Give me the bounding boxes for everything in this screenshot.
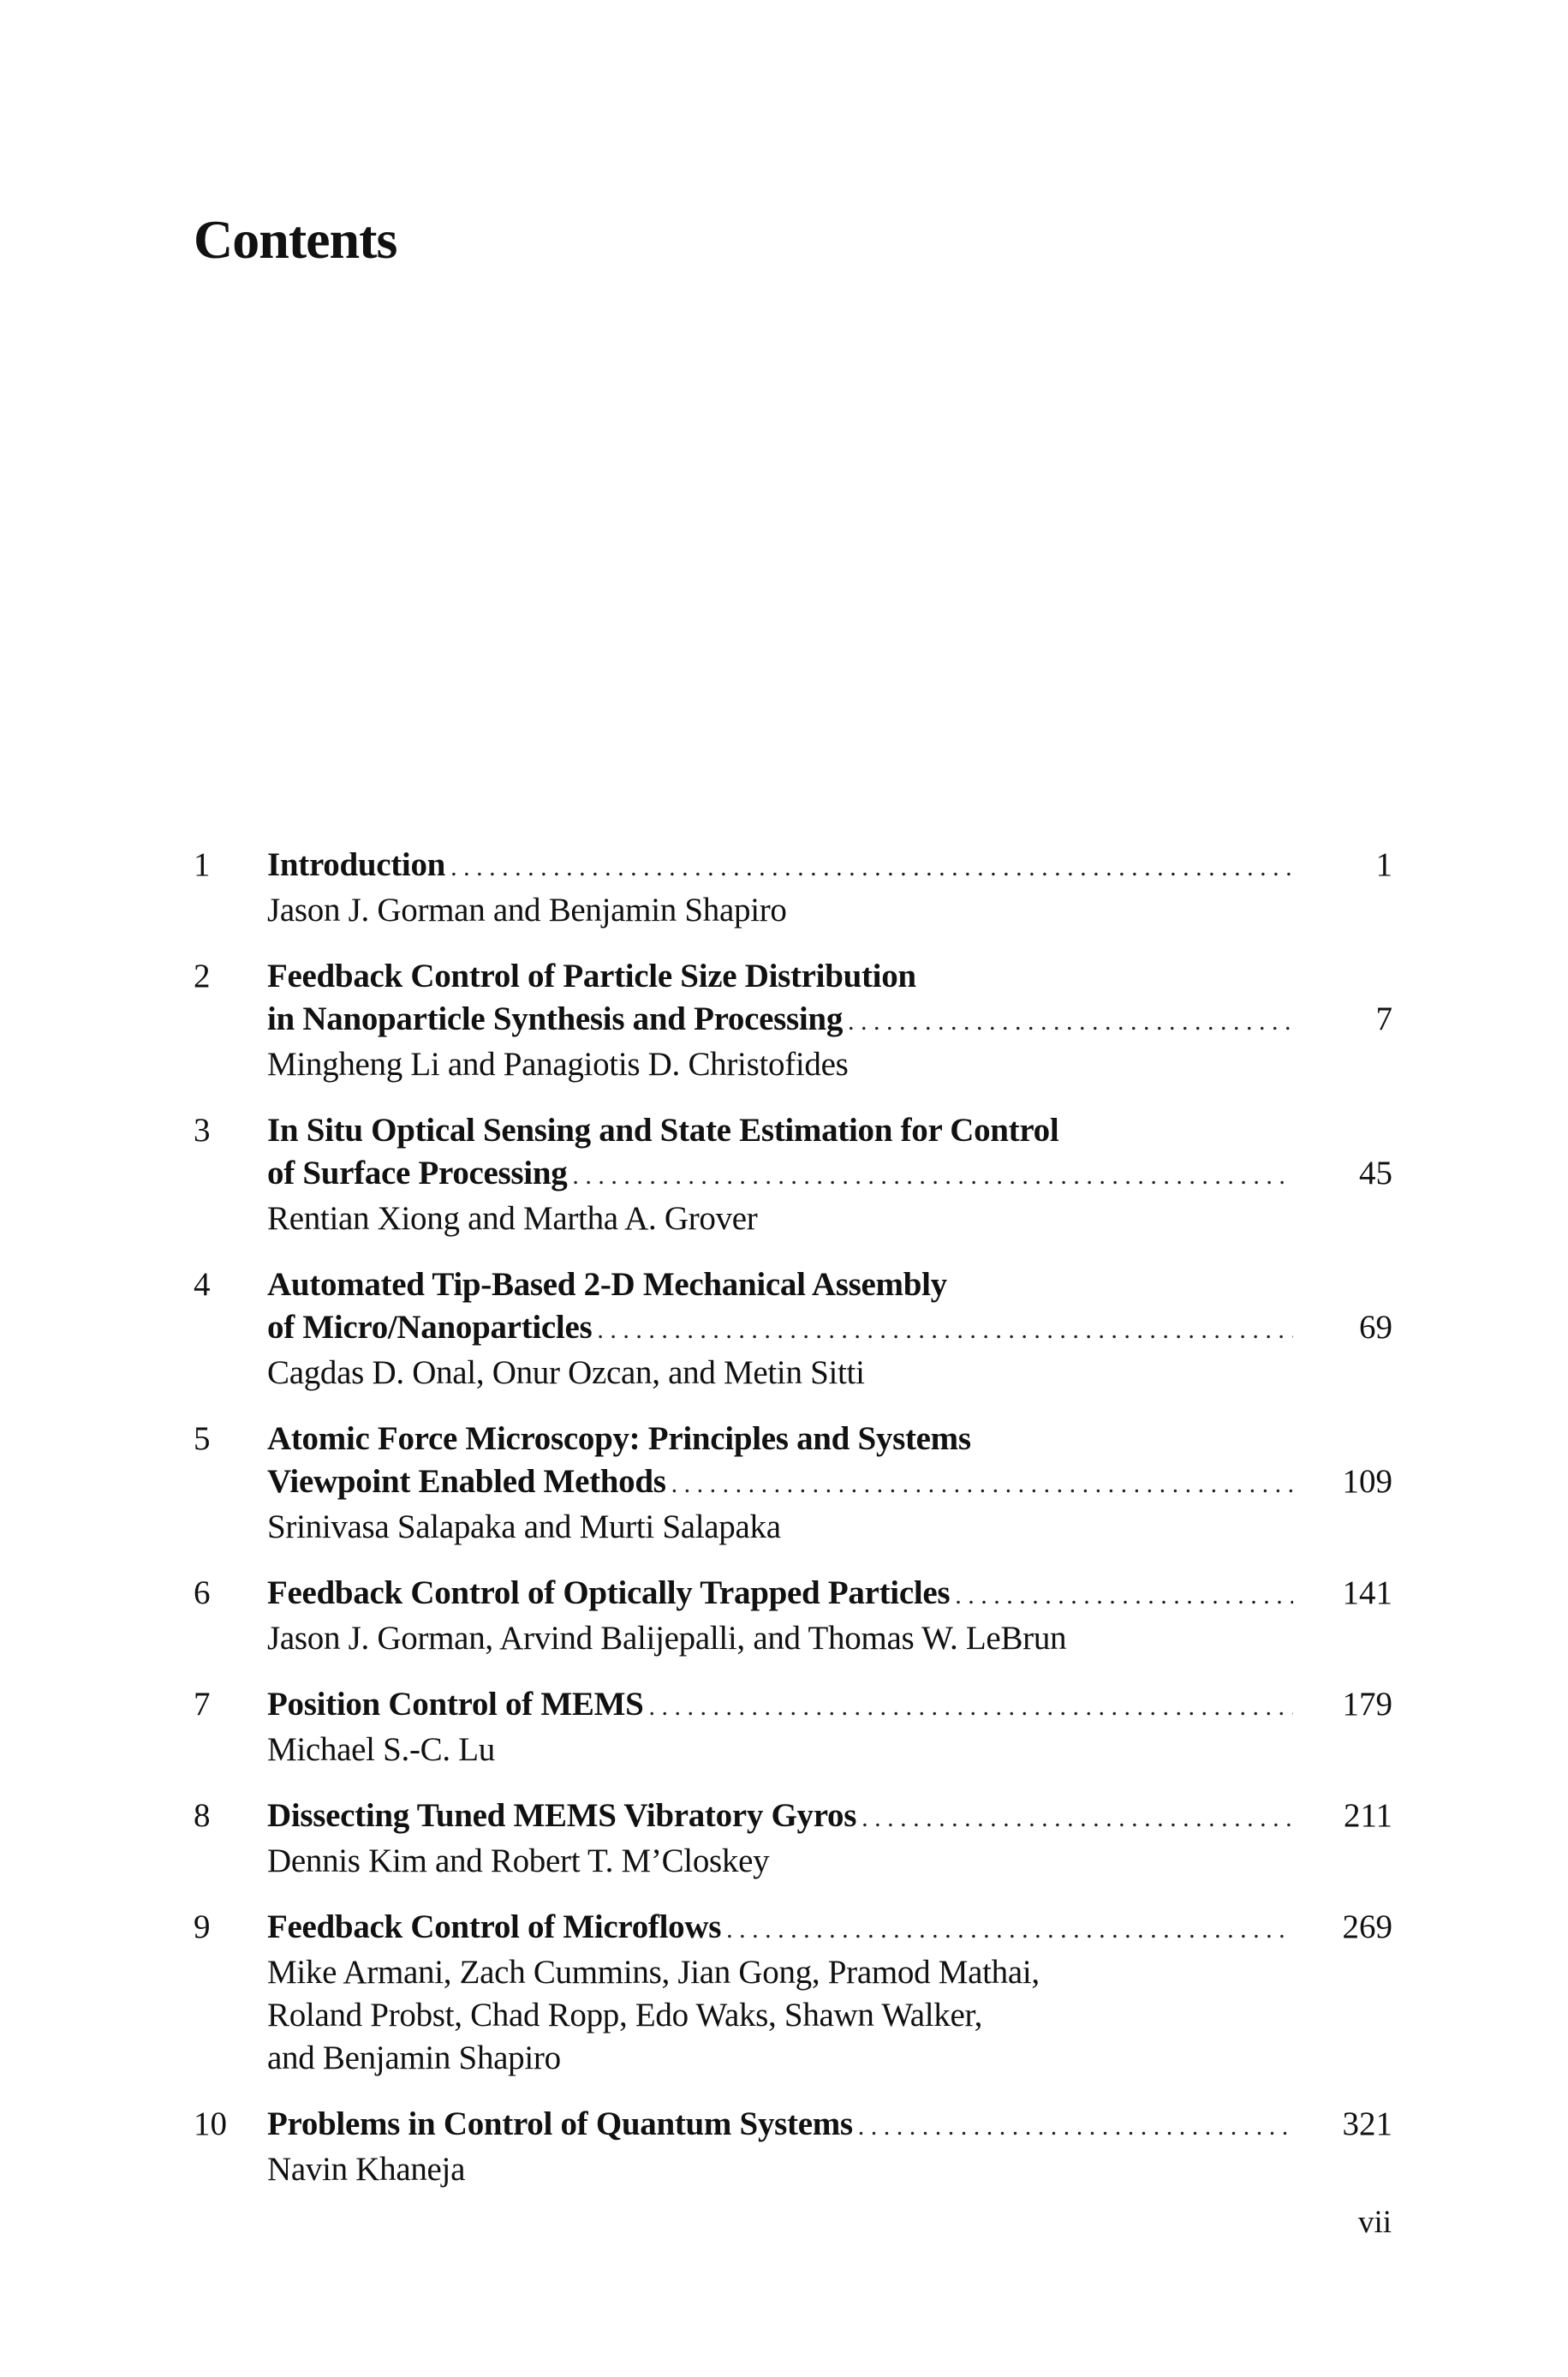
chapter-title: Introduction bbox=[267, 846, 446, 883]
dot-leader bbox=[726, 1908, 1293, 1951]
chapter-number: 4 bbox=[194, 1266, 211, 1303]
page-number: 321 bbox=[1342, 2105, 1392, 2142]
page-number: 141 bbox=[1342, 1574, 1392, 1611]
toc-entry-2[interactable] bbox=[194, 955, 1392, 1086]
chapter-authors: Michael S.-C. Lu bbox=[267, 1731, 495, 1768]
dot-leader bbox=[572, 1155, 1293, 1197]
chapter-authors: Mingheng Li and Panagiotis D. Christofides bbox=[267, 1046, 849, 1083]
chapter-number: 1 bbox=[194, 846, 211, 883]
chapter-authors: Jason J. Gorman, Arvind Balijepalli, and Thomas W. LeBrun bbox=[267, 1620, 1067, 1657]
toc-entry-3[interactable] bbox=[194, 1109, 1392, 1240]
toc-entry-10[interactable] bbox=[194, 2103, 1392, 2191]
dot-leader bbox=[450, 846, 1293, 889]
page-number: 211 bbox=[1343, 1797, 1392, 1834]
chapter-title: Position Control of MEMS bbox=[267, 1686, 644, 1723]
chapter-number: 6 bbox=[194, 1574, 211, 1611]
chapter-authors: Srinivasa Salapaka and Murti Salapaka bbox=[267, 1508, 781, 1545]
chapter-title-line: Feedback Control of Particle Size Distribution bbox=[267, 958, 916, 994]
chapter-number: 7 bbox=[194, 1686, 211, 1723]
chapter-authors: Navin Khaneja bbox=[267, 2151, 466, 2188]
page-number: 1 bbox=[1375, 846, 1392, 883]
chapter-number: 8 bbox=[194, 1797, 211, 1834]
chapter-number: 2 bbox=[194, 958, 211, 994]
dot-leader bbox=[862, 1797, 1293, 1840]
chapter-authors: Mike Armani, Zach Cummins, Jian Gong, Pramod Mathai, bbox=[267, 1954, 1040, 1991]
dot-leader bbox=[858, 2105, 1293, 2148]
toc-entry-5[interactable] bbox=[194, 1418, 1392, 1549]
chapter-number: 10 bbox=[194, 2105, 227, 2142]
page-number: 109 bbox=[1342, 1463, 1392, 1500]
toc-entry-8[interactable] bbox=[194, 1795, 1392, 1883]
chapter-title: Problems in Control of Quantum Systems bbox=[267, 2105, 853, 2142]
chapter-title: in Nanoparticle Synthesis and Processing bbox=[267, 1000, 844, 1037]
page-number: 269 bbox=[1342, 1908, 1392, 1945]
dot-leader bbox=[597, 1309, 1293, 1352]
page-title: Contents bbox=[194, 209, 397, 270]
chapter-title: Viewpoint Enabled Methods bbox=[267, 1463, 666, 1500]
dot-leader bbox=[848, 1000, 1293, 1043]
page-number: 179 bbox=[1342, 1686, 1392, 1723]
chapter-title: Dissecting Tuned MEMS Vibratory Gyros bbox=[267, 1797, 857, 1834]
chapter-title-line: In Situ Optical Sensing and State Estimation for Control bbox=[267, 1112, 1059, 1149]
chapter-authors: and Benjamin Shapiro bbox=[267, 2040, 561, 2076]
chapter-title: of Surface Processing bbox=[267, 1155, 568, 1191]
dot-leader bbox=[649, 1686, 1294, 1729]
chapter-number: 9 bbox=[194, 1908, 211, 1945]
page-number: 69 bbox=[1359, 1309, 1392, 1346]
dot-leader bbox=[671, 1463, 1293, 1506]
toc-entry-7[interactable] bbox=[194, 1683, 1392, 1771]
chapter-authors: Rentian Xiong and Martha A. Grover bbox=[267, 1200, 758, 1237]
table-of-contents bbox=[194, 844, 1392, 2214]
chapter-title-line: Automated Tip-Based 2-D Mechanical Assembly bbox=[267, 1266, 947, 1303]
chapter-number: 3 bbox=[194, 1112, 211, 1149]
chapter-authors: Cagdas D. Onal, Onur Ozcan, and Metin Sitti bbox=[267, 1354, 865, 1391]
chapter-authors: Roland Probst, Chad Ropp, Edo Waks, Shawn Walker, bbox=[267, 1997, 983, 2034]
chapter-title-line: Atomic Force Microscopy: Principles and Systems bbox=[267, 1420, 971, 1457]
dot-leader bbox=[955, 1574, 1293, 1617]
chapter-title: Feedback Control of Microflows bbox=[267, 1908, 722, 1945]
chapter-title: of Micro/Nanoparticles bbox=[267, 1309, 593, 1346]
chapter-authors: Jason J. Gorman and Benjamin Shapiro bbox=[267, 892, 787, 929]
page-number: 7 bbox=[1375, 1000, 1392, 1037]
toc-entry-4[interactable] bbox=[194, 1263, 1392, 1395]
chapter-number: 5 bbox=[194, 1420, 211, 1457]
page-number: 45 bbox=[1359, 1155, 1392, 1191]
chapter-authors: Dennis Kim and Robert T. M’Closkey bbox=[267, 1842, 770, 1879]
toc-entry-9[interactable] bbox=[194, 1906, 1392, 2080]
toc-entry-6[interactable] bbox=[194, 1572, 1392, 1660]
folio-page-number: vii bbox=[1357, 2205, 1392, 2240]
chapter-title: Feedback Control of Optically Trapped Particles bbox=[267, 1574, 951, 1611]
toc-entry-1[interactable] bbox=[194, 844, 1392, 932]
